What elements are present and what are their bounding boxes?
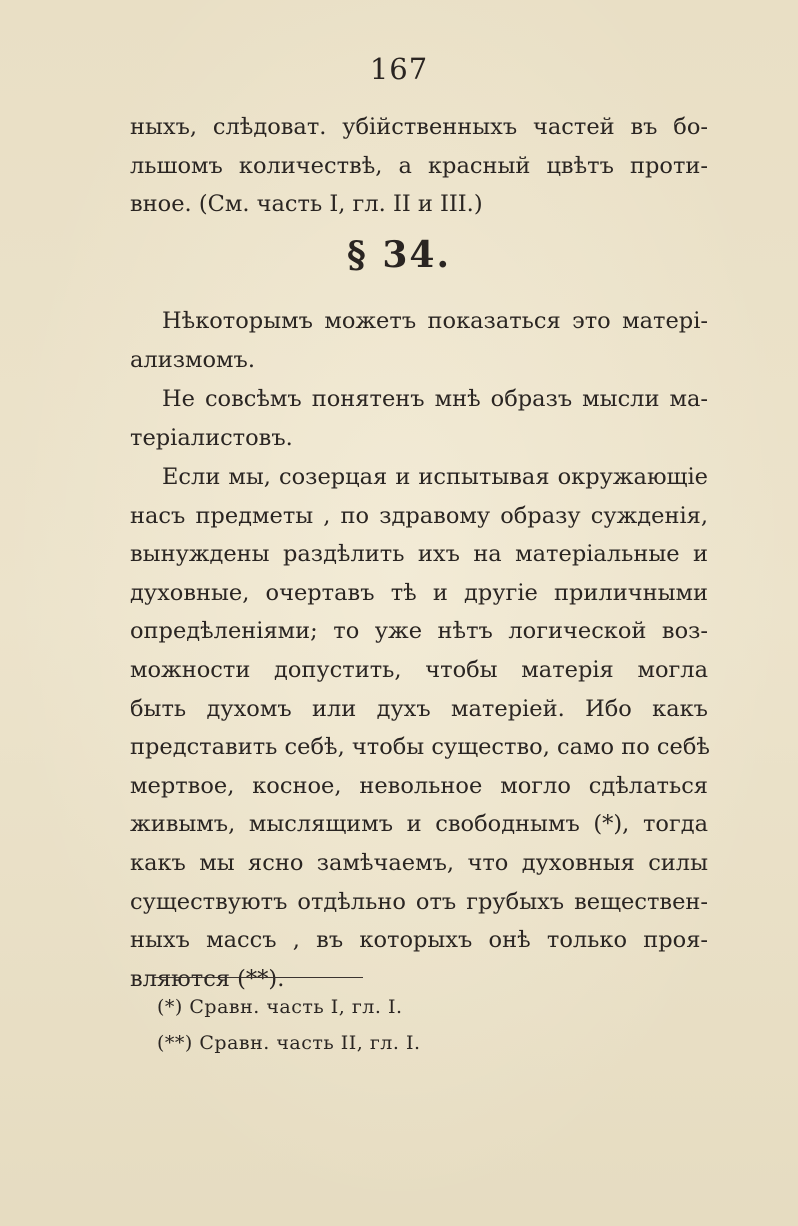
text-line: льшомъ количествѣ, а красный цвѣтъ проти- [130,152,708,179]
text-line: опредѣленіями; то уже нѣтъ логической воз- [130,618,708,645]
text-line: можности допустить, чтобы матерія могла [130,656,708,683]
text-line: Если мы, созерцая и испытывая окружающіе [162,464,708,490]
text-line: существуютъ отдѣльно отъ грубыхъ веществен- [130,888,708,915]
text-line: ныхъ массъ , въ которыхъ онѣ только проя- [130,927,708,954]
paragraph-2 [130,380,708,457]
footnote-divider [153,977,363,978]
text-line: вынуждены раздѣлить ихъ на матеріальные и [130,541,708,568]
text-line: какъ мы ясно замѣчаемъ, что духовныя силы [130,849,708,876]
text-line: насъ предметы , по здравому образу сужденія, [130,502,708,529]
text-line: Нѣкоторымъ можетъ показаться это матері- [162,308,708,334]
text-line: духовные, очертавъ тѣ и другіе приличными [130,579,708,606]
section-heading: § 34. [347,234,451,276]
paragraph-3 [130,458,708,998]
page-number: 167 [369,52,429,86]
footnote-2: (**) Сравн. часть II, гл. I. [157,1032,421,1054]
text-line: Не совсѣмъ понятенъ мнѣ образъ мысли ма- [162,386,708,412]
text-line: ализмомъ. [130,346,255,373]
text-line: мертвое, косное, невольное могло сдѣлаться [130,772,708,799]
footnote-1: (*) Сравн. часть I, гл. I. [157,996,403,1018]
text-line: ныхъ, слѣдоват. убійственныхъ частей въ бо- [130,114,708,140]
text-line: теріалистовъ. [130,424,293,451]
continuation-paragraph [130,108,708,224]
text-line: вляются (**). [130,965,285,992]
paragraph-1 [130,302,708,379]
text-line: вное. (См. часть I, гл. II и III.) [130,191,483,218]
text-line: живымъ, мыслящимъ и свободнымъ (*), тогда [130,811,708,838]
text-line: быть духомъ или духъ матеріей. Ибо какъ [130,695,708,722]
text-line: представить себѣ, чтобы существо, само по себѣ [130,734,710,761]
